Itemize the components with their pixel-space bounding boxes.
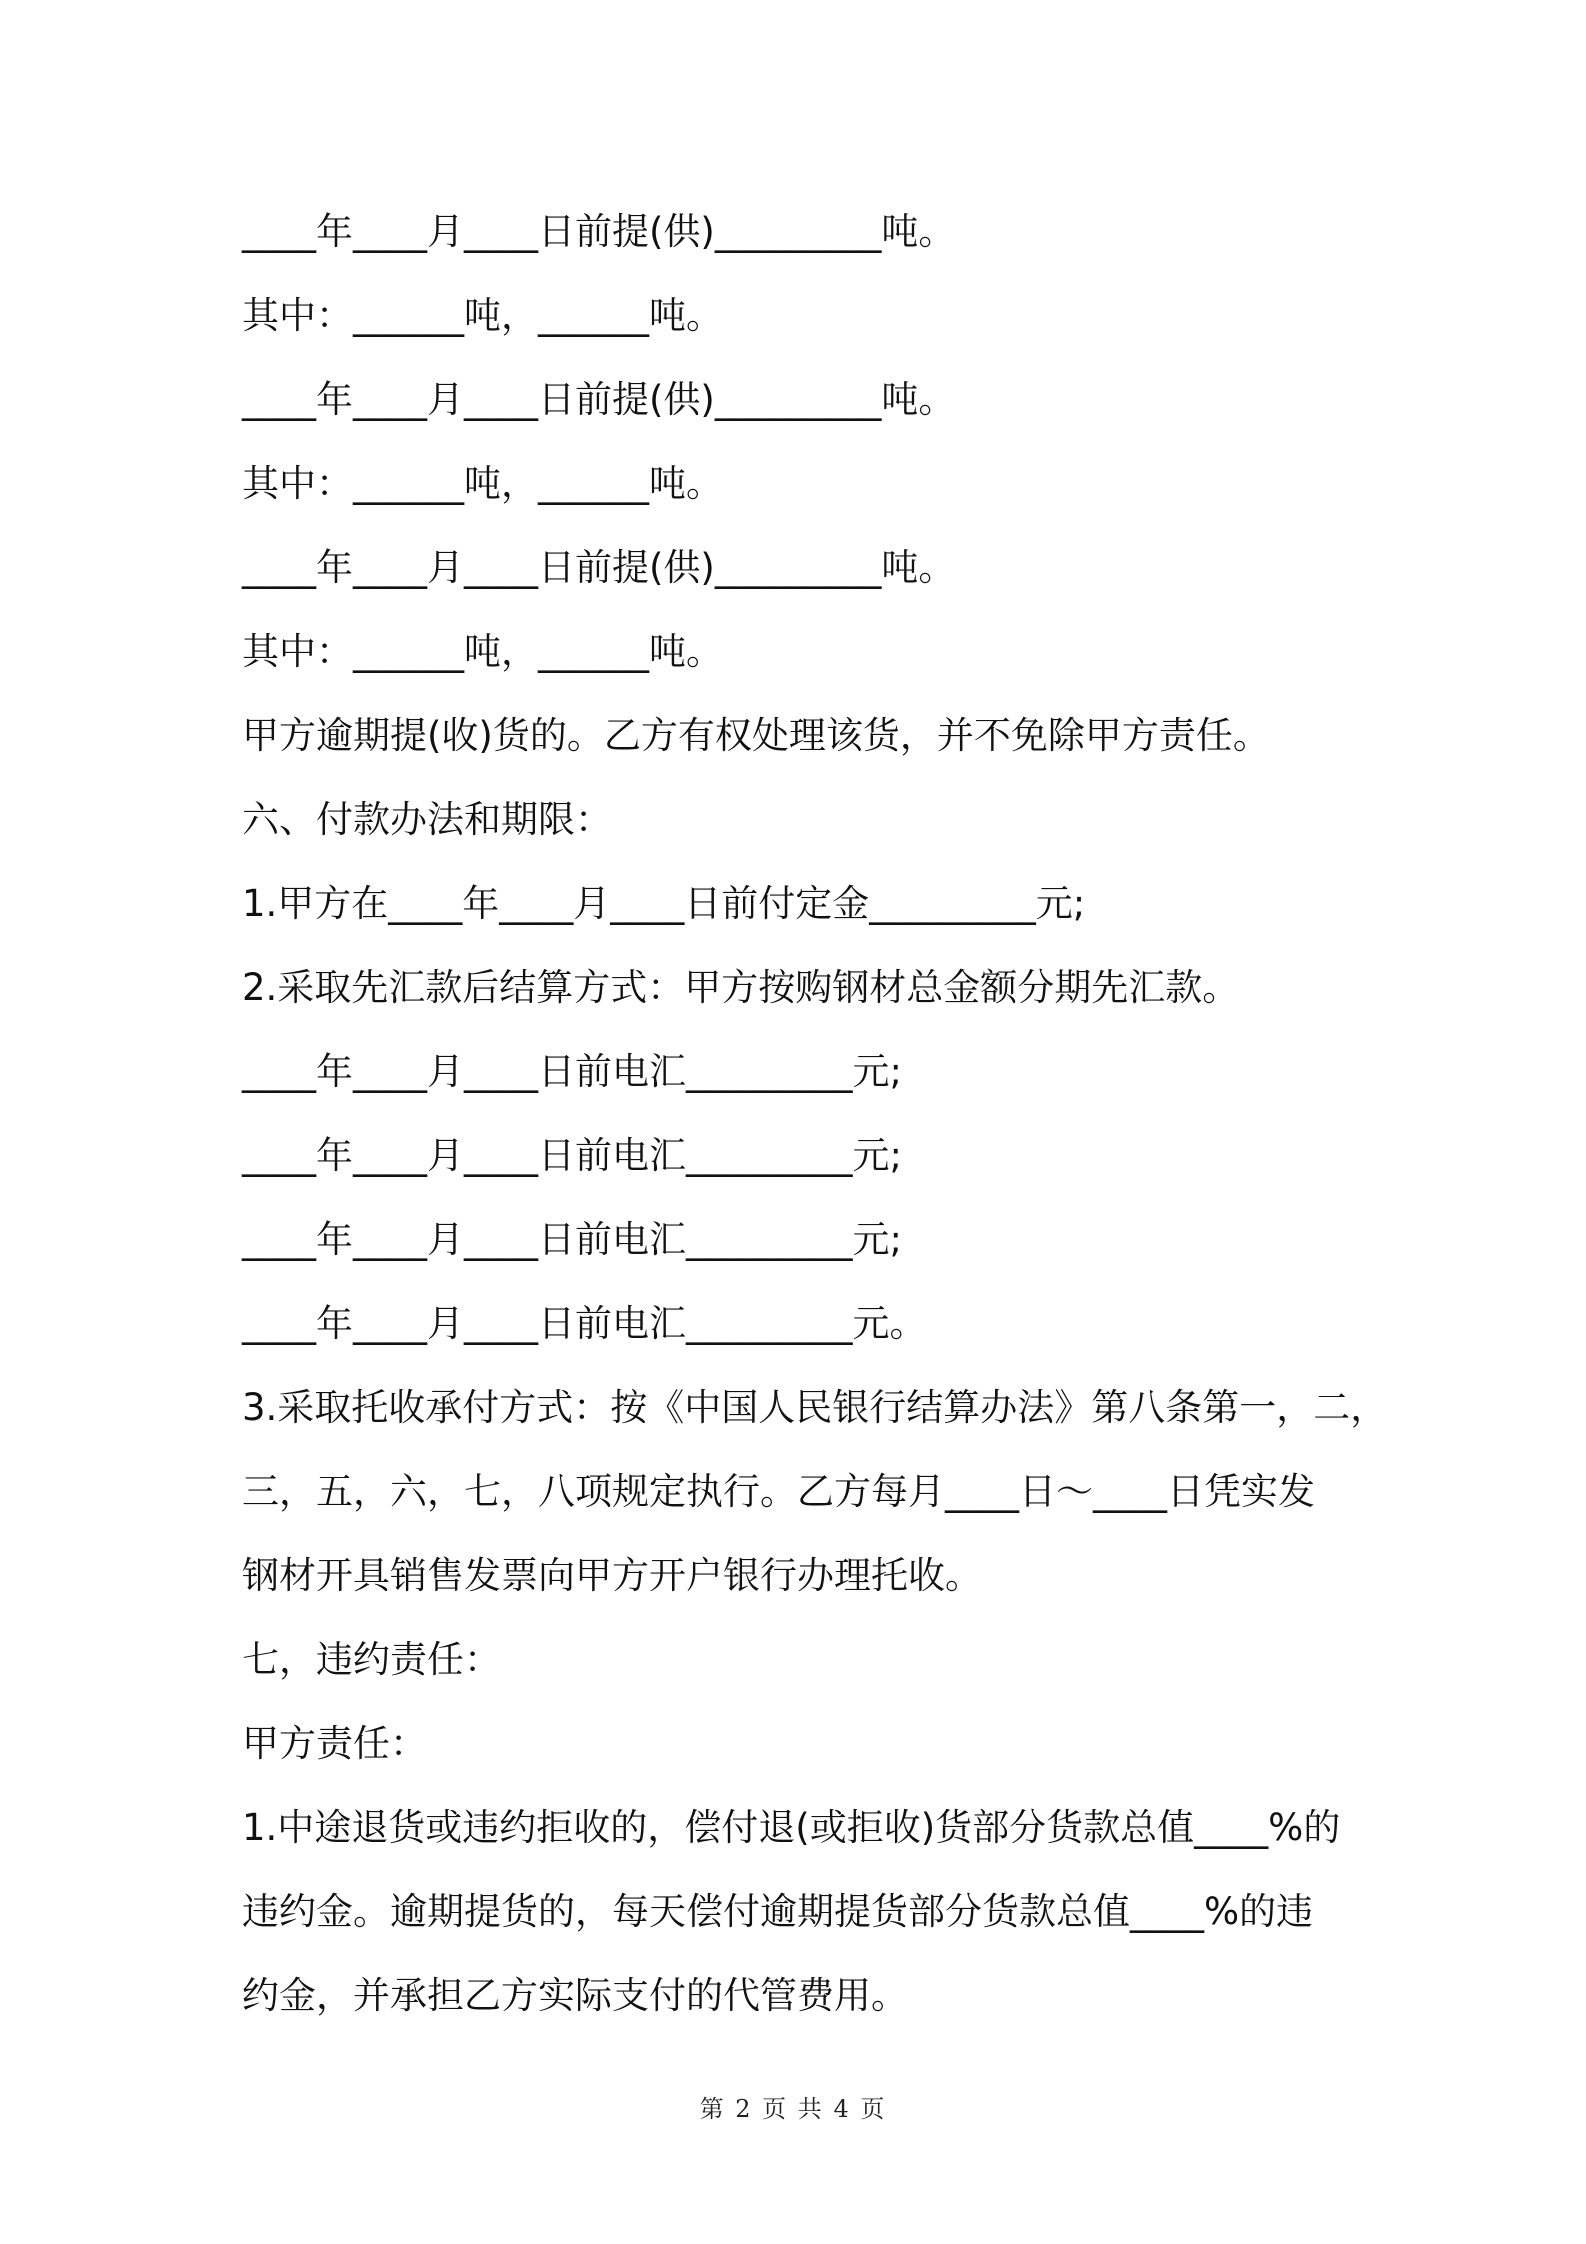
section-heading: 六、付款办法和期限： bbox=[242, 798, 612, 841]
text-line: 1.中途退货或违约拒收的，偿付退(或拒收)货部分货款总值____%的 bbox=[242, 1806, 1341, 1849]
text-line: 其中：______吨，______吨。 bbox=[242, 630, 723, 673]
text-line: 违约金。逾期提货的，每天偿付逾期提货部分货款总值____%的违 bbox=[242, 1890, 1314, 1933]
document-body bbox=[242, 190, 1388, 2038]
section-heading: 七，违约责任： bbox=[242, 1638, 501, 1681]
subsection-heading: 甲方责任： bbox=[242, 1722, 427, 1765]
text-line: 其中：______吨，______吨。 bbox=[242, 462, 723, 505]
text-line: 甲方逾期提(收)货的。乙方有权处理该货，并不免除甲方责任。 bbox=[242, 714, 1270, 757]
text-line: ____年____月____日前电汇_________元; bbox=[242, 1134, 902, 1177]
text-line: 3.采取托收承付方式：按《中国人民银行结算办法》第八条第一，二， bbox=[242, 1386, 1388, 1429]
text-line: ____年____月____日前电汇_________元; bbox=[242, 1050, 902, 1093]
text-line: 约金，并承担乙方实际支付的代管费用。 bbox=[242, 1974, 908, 2017]
text-line: 钢材开具销售发票向甲方开户银行办理托收。 bbox=[242, 1554, 982, 1597]
text-line: ____年____月____日前提(供)_________吨。 bbox=[242, 378, 956, 421]
text-line: 其中：______吨，______吨。 bbox=[242, 294, 723, 337]
page-number-footer: 第 2 页 共 4 页 bbox=[699, 2095, 887, 2123]
text-line: 三，五，六，七，八项规定执行。乙方每月____日～____日凭实发 bbox=[242, 1470, 1315, 1513]
text-line: 2.采取先汇款后结算方式：甲方按购钢材总金额分期先汇款。 bbox=[242, 966, 1240, 1009]
text-line: ____年____月____日前电汇_________元。 bbox=[242, 1302, 927, 1345]
text-line: ____年____月____日前电汇_________元; bbox=[242, 1218, 902, 1261]
text-line: ____年____月____日前提(供)_________吨。 bbox=[242, 546, 956, 589]
text-line: 1.甲方在____年____月____日前付定金_________元; bbox=[242, 882, 1086, 925]
text-line: ____年____月____日前提(供)_________吨。 bbox=[242, 210, 956, 253]
